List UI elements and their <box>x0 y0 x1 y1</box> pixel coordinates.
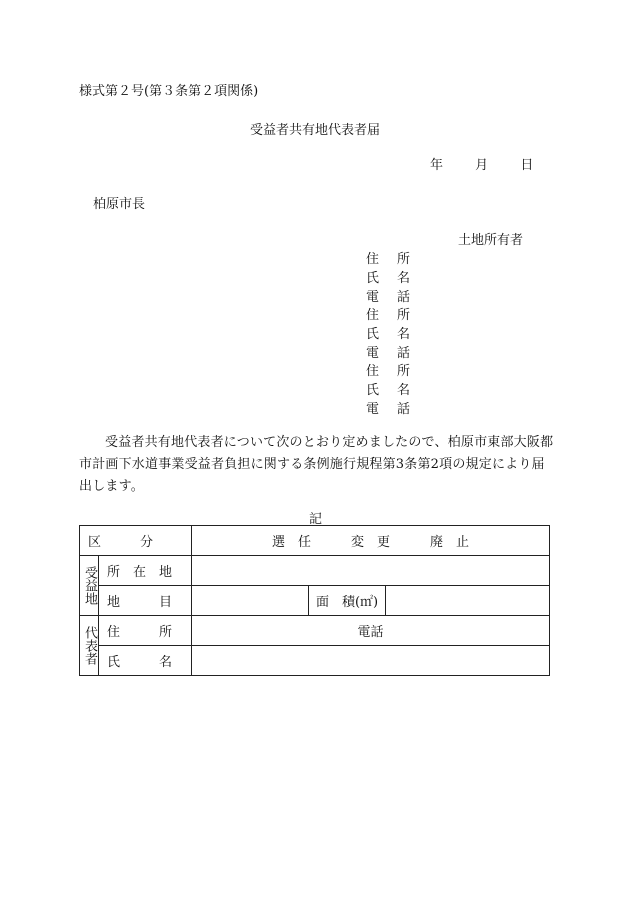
choices-cell <box>192 526 550 556</box>
date-month-label: 月 <box>475 158 489 173</box>
rep-address-input[interactable] <box>192 616 550 646</box>
ki-heading: 記 <box>309 512 323 527</box>
category-header <box>80 526 192 556</box>
owner-label: 土地所有者 <box>458 233 524 248</box>
table-row <box>80 586 550 616</box>
representative-label: 代表者 <box>82 626 97 665</box>
owner-name-label-1: 氏 名 <box>366 271 410 286</box>
rep-phone-label: 電話 <box>357 625 384 640</box>
table-row <box>80 526 550 556</box>
form-number: 様式第２号(第３条第２項関係) <box>79 84 259 99</box>
location-label: 所 在 地 <box>107 565 173 580</box>
owner-phone-label-2: 電 話 <box>366 346 410 361</box>
table-row <box>80 646 550 676</box>
choice-abolish[interactable]: 廃 止 <box>430 535 470 550</box>
land-category-label-cell <box>99 586 192 616</box>
rep-name-label: 氏 名 <box>107 655 173 670</box>
choice-appoint[interactable]: 選 任 <box>271 535 311 550</box>
owner-name-label-2: 氏 名 <box>366 327 410 342</box>
owner-address-label-2: 住 所 <box>366 308 410 323</box>
table-row <box>80 556 550 586</box>
date-fields <box>430 154 533 173</box>
table-row <box>80 616 550 646</box>
area-label-cell <box>309 586 386 616</box>
owner-address-label-3: 住 所 <box>366 364 410 379</box>
category-header-label: 区 分 <box>88 535 154 550</box>
document-title: 受益者共有地代表者届 <box>250 123 381 138</box>
location-input[interactable] <box>192 556 550 586</box>
location-label-cell <box>99 556 192 586</box>
date-year-label: 年 <box>430 158 444 173</box>
area-label: 面 積(㎡) <box>315 595 379 610</box>
rep-address-label: 住 所 <box>107 625 173 640</box>
owner-address-label-1: 住 所 <box>366 252 410 267</box>
form-table <box>79 525 550 676</box>
benefit-land-group <box>80 556 99 616</box>
statement-paragraph: 受益者共有地代表者について次のとおり定めましたので、柏原市東部大阪都市計画下水道事業受益者負担に関する条例施行規程第3条第2項の規定により届出します。 <box>79 435 554 494</box>
land-category-label: 地 目 <box>107 595 173 610</box>
rep-name-input[interactable] <box>192 646 550 676</box>
rep-name-label-cell <box>99 646 192 676</box>
owner-phone-label-1: 電 話 <box>366 290 410 305</box>
date-day-label: 日 <box>520 158 534 173</box>
choice-change[interactable]: 変 更 <box>351 535 391 550</box>
land-category-input[interactable] <box>192 586 309 616</box>
benefit-land-label: 受益地 <box>82 566 97 605</box>
representative-group <box>80 616 99 676</box>
area-input[interactable] <box>386 586 550 616</box>
owner-name-label-3: 氏 名 <box>366 383 410 398</box>
rep-address-label-cell <box>99 616 192 646</box>
recipient: 柏原市長 <box>93 197 146 212</box>
owner-phone-label-3: 電 話 <box>366 402 410 417</box>
